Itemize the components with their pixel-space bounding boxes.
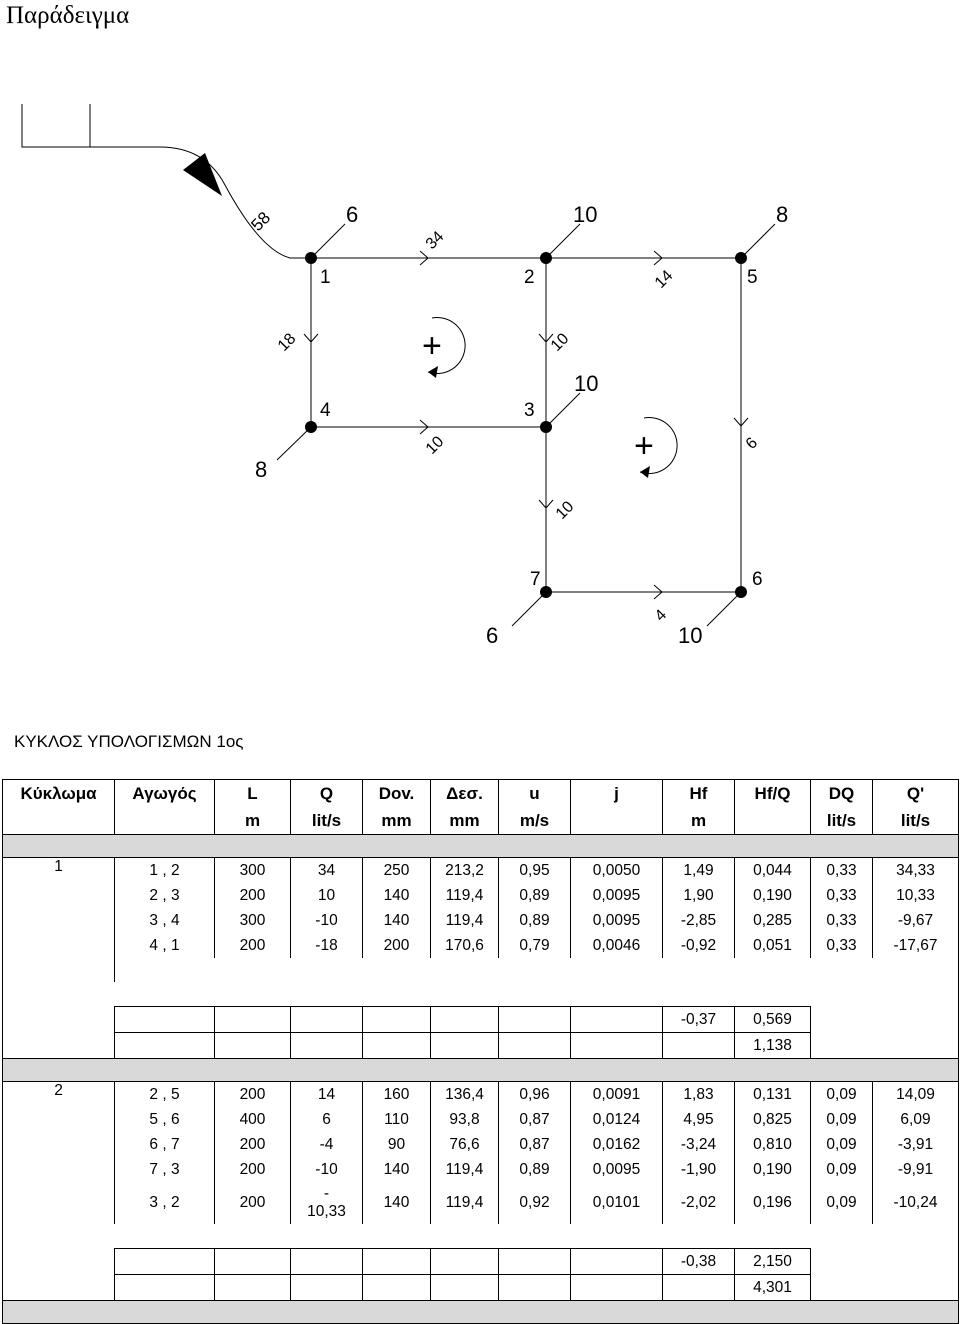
calculation-table: [2, 779, 959, 1324]
node-demand-1: 6: [346, 202, 359, 227]
unit-cell: [3, 807, 115, 835]
table-cell: 34,33: [873, 858, 959, 884]
table-cell: 0,190: [735, 1157, 811, 1182]
sum-row: [3, 1007, 959, 1033]
table-cell: 200: [215, 1157, 291, 1182]
unit-cell: lit/s: [873, 807, 959, 835]
table-cell: 0,810: [735, 1132, 811, 1157]
table-cell: 200: [215, 1182, 291, 1224]
pipe-cell: 4 , 1: [115, 933, 215, 958]
table-cell: 0,0095: [571, 1157, 663, 1182]
header-cell: Κύκλωμα: [3, 780, 115, 808]
table-cell: 0,87: [499, 1107, 571, 1132]
node-label-1: 1: [320, 267, 331, 288]
header-cell: Q: [291, 780, 363, 808]
table-cell: 119,4: [431, 908, 499, 933]
demand-leader-5: [741, 224, 775, 258]
pipe-cell: 2 , 5: [115, 1082, 215, 1108]
table-cell: 0,190: [735, 883, 811, 908]
table-row: [3, 883, 959, 908]
flow-label-1-2: 34: [422, 228, 448, 253]
demand-leader-4: [277, 427, 311, 460]
table-cell: 140: [363, 1157, 431, 1182]
table-cell: -10: [291, 1157, 363, 1182]
sum-row: [3, 1033, 959, 1059]
table-cell: 0,09: [811, 1157, 873, 1182]
table-cell: 0,96: [499, 1082, 571, 1108]
separator-row: [3, 1301, 959, 1324]
table-cell: -9,67: [873, 908, 959, 933]
table-cell: 0,0046: [571, 933, 663, 958]
table-cell: 0,89: [499, 1157, 571, 1182]
flow-label-3-7: 10: [552, 498, 578, 523]
table-row: [3, 1132, 959, 1157]
double-hfq: 1,138: [735, 1033, 811, 1059]
table-cell: 0,825: [735, 1107, 811, 1132]
unit-cell: mm: [363, 807, 431, 835]
node-6: [735, 586, 747, 598]
header-row: [3, 780, 959, 808]
table-cell: -2,85: [663, 908, 735, 933]
table-row: [3, 908, 959, 933]
flow-label-2-3: 10: [547, 330, 573, 355]
header-cell: Hf: [663, 780, 735, 808]
unit-cell: m: [215, 807, 291, 835]
pipe-cell: 5 , 6: [115, 1107, 215, 1132]
table-cell: 0,0091: [571, 1082, 663, 1108]
table-cell: 0,131: [735, 1082, 811, 1108]
q-value: 10,33: [307, 1203, 346, 1220]
table-cell: [291, 1182, 363, 1224]
separator-row: [3, 835, 959, 858]
sum-hfq: 0,569: [735, 1007, 811, 1033]
table-cell: -2,02: [663, 1182, 735, 1224]
node-label-4: 4: [320, 400, 331, 421]
demand-leader-6: [707, 592, 741, 626]
table-cell: 0,196: [735, 1182, 811, 1224]
table-row: [3, 1082, 959, 1108]
table-cell: 1,83: [663, 1082, 735, 1108]
sum-hfq: 2,150: [735, 1249, 811, 1275]
inflow-arrowhead: [183, 153, 222, 196]
header-cell: Q': [873, 780, 959, 808]
header-cell: Hf/Q: [735, 780, 811, 808]
loop-plus-2: +: [634, 427, 654, 465]
table-cell: 250: [363, 858, 431, 884]
table-cell: -9,91: [873, 1157, 959, 1182]
table-cell: 140: [363, 1182, 431, 1224]
table-cell: -4: [291, 1132, 363, 1157]
table-cell: 119,4: [431, 1182, 499, 1224]
node-label-2: 2: [524, 267, 535, 288]
table-cell: 300: [215, 858, 291, 884]
table-cell: 160: [363, 1082, 431, 1108]
table-cell: 140: [363, 883, 431, 908]
pipe-cell: 7 , 3: [115, 1157, 215, 1182]
header-cell: L: [215, 780, 291, 808]
table-row: [3, 1182, 959, 1224]
unit-cell: m/s: [499, 807, 571, 835]
table-cell: 14: [291, 1082, 363, 1108]
node-3: [540, 421, 552, 433]
unit-cell: lit/s: [291, 807, 363, 835]
table-cell: 400: [215, 1107, 291, 1132]
table-cell: 0,09: [811, 1107, 873, 1132]
demand-leader-3: [546, 393, 580, 427]
table-cell: 0,0095: [571, 883, 663, 908]
table-cell: 0,89: [499, 883, 571, 908]
table-cell: 200: [215, 1132, 291, 1157]
sum-row: [3, 1275, 959, 1301]
demand-leader-1: [311, 224, 345, 258]
table-cell: 6,09: [873, 1107, 959, 1132]
table-cell: 4,95: [663, 1107, 735, 1132]
unit-cell: lit/s: [811, 807, 873, 835]
q-sign: -: [323, 1185, 330, 1202]
table-cell: -3,24: [663, 1132, 735, 1157]
header-cell: Αγωγός: [115, 780, 215, 808]
node-1: [305, 252, 317, 264]
table-cell: 0,92: [499, 1182, 571, 1224]
circuit-id: 2: [3, 1082, 115, 1225]
table-cell: 10: [291, 883, 363, 908]
table-cell: 1,49: [663, 858, 735, 884]
table-cell: 213,2: [431, 858, 499, 884]
node-7: [540, 586, 552, 598]
table-cell: 119,4: [431, 883, 499, 908]
loop-arrowhead-1: [428, 366, 438, 378]
table-cell: -3,91: [873, 1132, 959, 1157]
table-cell: 0,0162: [571, 1132, 663, 1157]
table-cell: -10,24: [873, 1182, 959, 1224]
table-cell: 0,79: [499, 933, 571, 958]
node-label-3: 3: [524, 400, 535, 421]
page-title: Παράδειγμα: [6, 2, 130, 29]
table-cell: 0,33: [811, 908, 873, 933]
table-cell: 0,051: [735, 933, 811, 958]
node-demand-3: 10: [574, 371, 599, 396]
table-cell: 90: [363, 1132, 431, 1157]
pipe-cell: 1 , 2: [115, 858, 215, 884]
table-cell: 10,33: [873, 883, 959, 908]
table-cell: 0,33: [811, 883, 873, 908]
spacer-row: [3, 982, 959, 1007]
table-cell: 0,0101: [571, 1182, 663, 1224]
header-cell: u: [499, 780, 571, 808]
node-demand-5: 8: [776, 202, 789, 227]
node-4: [305, 421, 317, 433]
pipe-cell: 2 , 3: [115, 883, 215, 908]
circuit-id: 1: [3, 858, 115, 983]
flow-label-5-6: 6: [742, 434, 762, 453]
table-cell: 0,89: [499, 908, 571, 933]
table-cell: 136,4: [431, 1082, 499, 1108]
node-label-6: 6: [752, 569, 763, 590]
table-cell: 14,09: [873, 1082, 959, 1108]
units-row: [3, 807, 959, 835]
table-cell: -0,92: [663, 933, 735, 958]
demand-leader-7: [512, 592, 546, 626]
table-cell: 34: [291, 858, 363, 884]
sum-hf: -0,37: [663, 1007, 735, 1033]
header-cell: j: [571, 780, 663, 808]
table-cell: 300: [215, 908, 291, 933]
table-cell: 0,87: [499, 1132, 571, 1157]
separator-row: [3, 1059, 959, 1082]
table-cell: -1,90: [663, 1157, 735, 1182]
flow-label-2-5: 14: [651, 267, 677, 292]
table-cell: 0,95: [499, 858, 571, 884]
table-cell: 0,09: [811, 1132, 873, 1157]
table-cell: 76,6: [431, 1132, 499, 1157]
table-row: [3, 933, 959, 958]
node-2: [540, 252, 552, 264]
sum-hf: -0,38: [663, 1249, 735, 1275]
node-5: [735, 252, 747, 264]
unit-cell: [735, 807, 811, 835]
table-cell: 200: [215, 883, 291, 908]
header-cell: DQ: [811, 780, 873, 808]
table-cell: 110: [363, 1107, 431, 1132]
node-label-7: 7: [530, 569, 541, 590]
table-cell: 0,044: [735, 858, 811, 884]
header-cell: Dov.: [363, 780, 431, 808]
unit-cell: mm: [431, 807, 499, 835]
table-cell: 140: [363, 908, 431, 933]
table-cell: 200: [363, 933, 431, 958]
inflow-label: 58: [247, 208, 275, 235]
unit-cell: [571, 807, 663, 835]
node-label-5: 5: [747, 267, 758, 288]
node-demand-4: 8: [255, 457, 268, 482]
table-row: [3, 1107, 959, 1132]
node-demand-7: 6: [486, 623, 499, 648]
pipe-cell: 3 , 4: [115, 908, 215, 933]
pipe-cell: 6 , 7: [115, 1132, 215, 1157]
table-cell: 200: [215, 933, 291, 958]
table-cell: 170,6: [431, 933, 499, 958]
flow-label-4-3: 10: [422, 433, 448, 458]
table-cell: 0,09: [811, 1082, 873, 1108]
cycle-title: ΚΥΚΛΟΣ ΥΠΟΛΟΓΙΣΜΩΝ 1ος: [14, 732, 244, 751]
table-cell: 0,33: [811, 933, 873, 958]
loop-arrowhead-2: [640, 466, 650, 478]
sum-row: [3, 1249, 959, 1275]
table-cell: 0,33: [811, 858, 873, 884]
loop-plus-1: +: [422, 327, 442, 365]
tank-outline: [22, 104, 90, 147]
table-cell: -18: [291, 933, 363, 958]
node-demand-6: 10: [678, 623, 703, 648]
table-row: [3, 958, 959, 982]
table-row: [3, 858, 959, 884]
flow-label-1-4: 18: [274, 330, 300, 355]
table-cell: 0,0095: [571, 908, 663, 933]
node-demand-2: 10: [573, 202, 598, 227]
table-cell: 1,90: [663, 883, 735, 908]
table-cell: 200: [215, 1082, 291, 1108]
table-cell: 0,0124: [571, 1107, 663, 1132]
pipe-cell: 3 , 2: [115, 1182, 215, 1224]
table-cell: -10: [291, 908, 363, 933]
table-cell: 93,8: [431, 1107, 499, 1132]
table-cell: 0,0050: [571, 858, 663, 884]
table-cell: 0,09: [811, 1182, 873, 1224]
spacer-row: [3, 1224, 959, 1249]
flow-label-7-6: 4: [651, 606, 671, 625]
table-cell: 0,285: [735, 908, 811, 933]
unit-cell: m: [663, 807, 735, 835]
demand-leader-2: [546, 224, 580, 258]
table-cell: -17,67: [873, 933, 959, 958]
table-row: [3, 1157, 959, 1182]
table-cell: 119,4: [431, 1157, 499, 1182]
table-cell: 6: [291, 1107, 363, 1132]
double-hfq: 4,301: [735, 1275, 811, 1301]
unit-cell: [115, 807, 215, 835]
header-cell: Δεσ.: [431, 780, 499, 808]
